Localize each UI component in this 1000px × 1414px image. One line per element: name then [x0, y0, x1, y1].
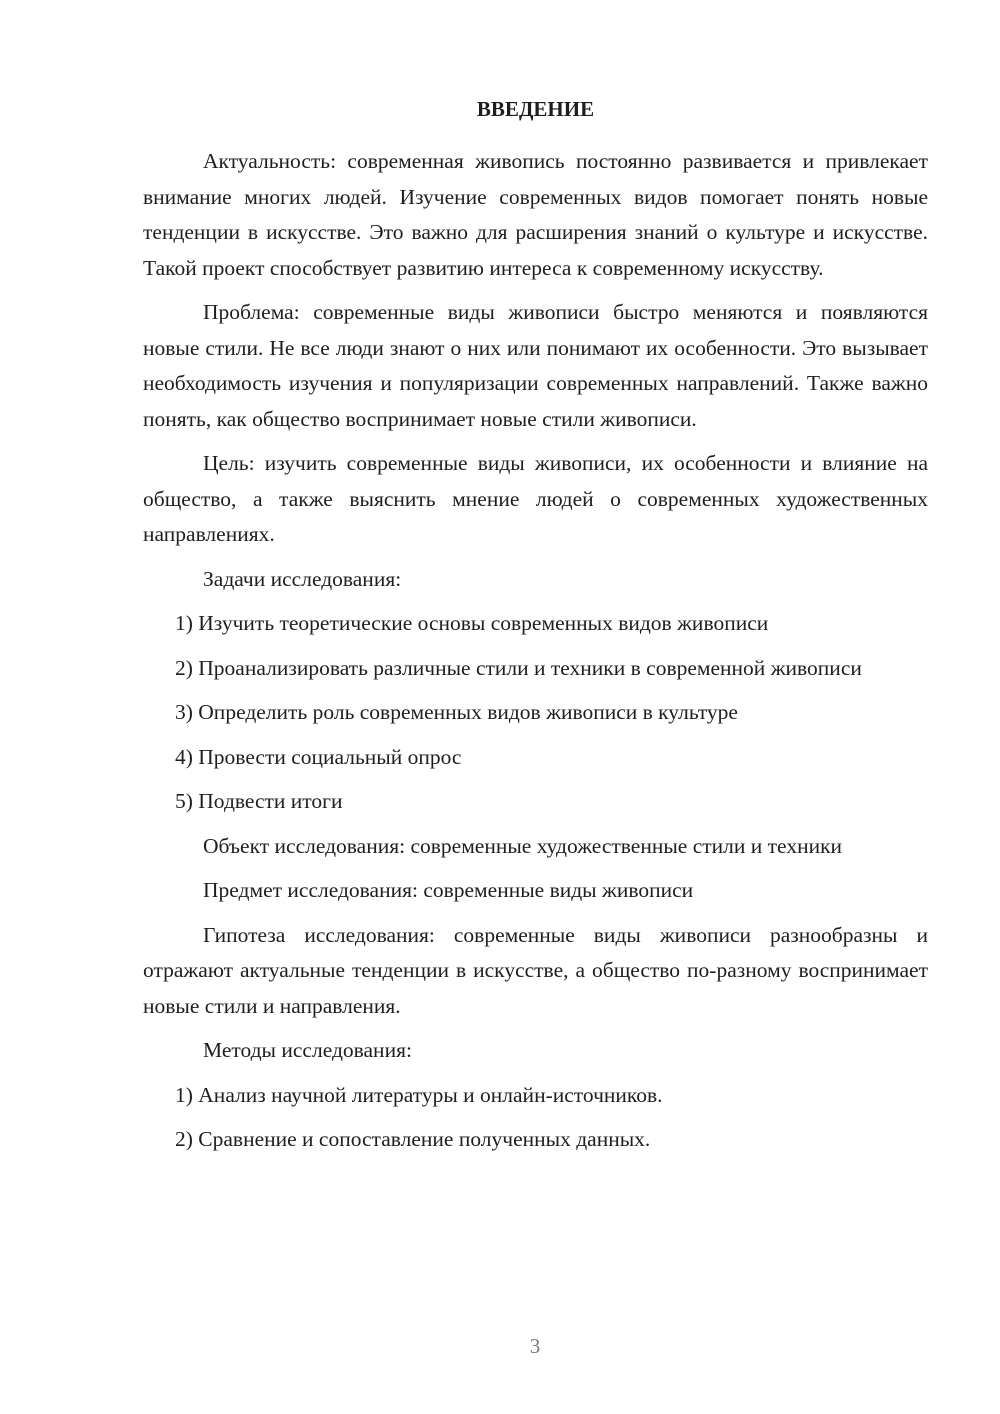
task-item-1: 1) Изучить теоретические основы современных видов живописи [175, 611, 769, 635]
document-page [143, 92, 928, 1167]
problem-paragraph: Проблема: современные виды живописи быстро меняются и появляются новые стили. Не все люди знают о них или понимают их особенности. Это вызывает необходимость изучения и популяризации современных направлений. Также важно понять, как общество воспринимает новые стили живописи. [143, 300, 928, 431]
method-item-2: 2) Сравнение и сопоставление полученных данных. [175, 1127, 651, 1151]
task-item-5: 5) Подвести итоги [175, 789, 343, 813]
task-item-2: 2) Проанализировать различные стили и техники в современной живописи [175, 655, 862, 680]
tasks-heading: Задачи исследования: [203, 566, 402, 591]
method-item-1: 1) Анализ научной литературы и онлайн-источников. [175, 1082, 663, 1107]
subject-paragraph: Предмет исследования: современные виды живописи [203, 878, 694, 902]
methods-heading: Методы исследования: [203, 1038, 412, 1062]
relevance-paragraph: Актуальность: современная живопись постоянно развивается и привлекает внимание многих людей. Изучение современных видов помогает понять новые тенденции в искусстве. Это важно для расширения знаний о культуре и искусстве. Такой проект способствует развитию интереса к современному искусству. [143, 149, 928, 280]
task-item-4: 4) Провести социальный опрос [175, 744, 462, 769]
hypothesis-paragraph: Гипотеза исследования: современные виды живописи разнообразны и отражают актуальные тенденции в искусстве, а общество по-разному воспринимает новые стили и направления. [143, 922, 928, 1018]
page-number: 3 [529, 1334, 541, 1358]
task-item-3: 3) Определить роль современных видов живописи в культуре [175, 700, 738, 724]
goal-paragraph: Цель: изучить современные виды живописи, их особенности и влияние на общество, а также выяснить мнение людей о современных художественных направлениях. [143, 451, 928, 546]
section-title: ВВЕДЕНИЕ [476, 97, 595, 121]
object-paragraph: Объект исследования: современные художественные стили и техники [203, 833, 843, 858]
